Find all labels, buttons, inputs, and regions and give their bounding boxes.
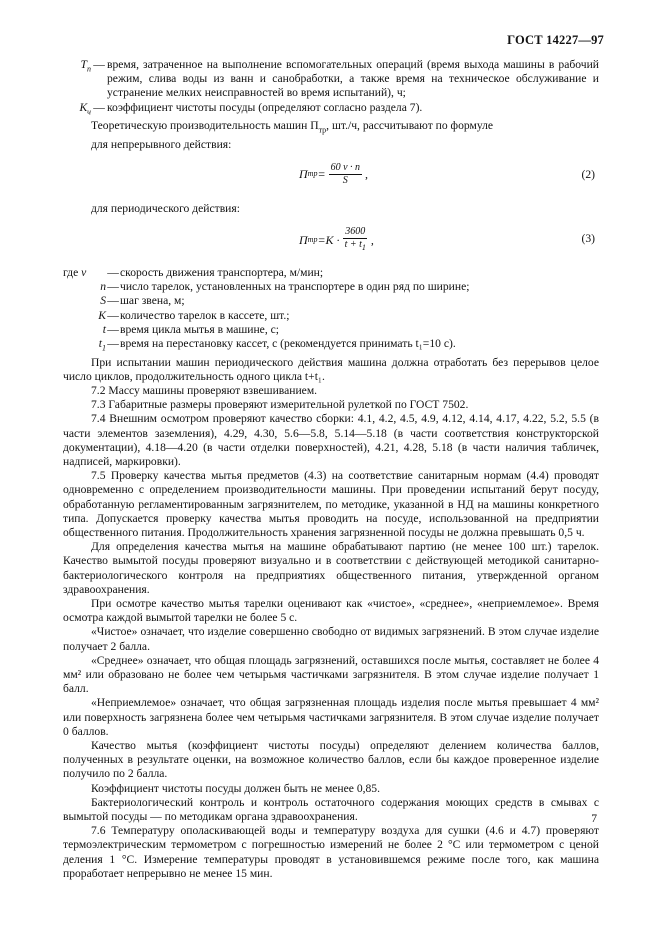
fraction: $\frac{60 v \cdot n}{S}$ [330, 161, 361, 186]
paragraph: Для определения качества мытья на машине обрабатывают партию (не менее 100 шт.) тарелок. Качество вымытой посуды проверяют визуально и в соответствии с действующей методикой санитарно-бактериологического контроля на предприятиях общественного питания, утвержденной органом здравоохранения. [63, 540, 599, 596]
formula-number: (3) [581, 232, 595, 246]
paragraph: Коэффициент чистоты посуды должен быть не менее 0,85. [91, 781, 381, 795]
definition-symbol: K [79, 100, 88, 114]
formula-3: П тр =K · $\frac{3600}{t + t_1}$ , (3) [299, 226, 595, 253]
paragraph: «Среднее» означает, что общая площадь загрязнений, оставшихся после мытья, составляет не более 4 мм² или образовано не более чем четырьмя частичками загрязнителя. В этом случае изделие получает 1 балл. [63, 653, 599, 696]
formula-2: П тр = $\frac{60 v \cdot n}{S}$ , (2) [299, 161, 595, 186]
paragraph: 7.5 Проверку качества мытья предметов (4.3) на соответствие санитарным нормам (4.4) проводят одновременно с определением производительности машины. При проведении испытаний берут посуду, обработанную регламентированным загрязнителем, по методике, указанной в НД на машины конкретного типа. Допускается проверку качества мытья проводить на посуде, использованной на предприятии общественного питания. Продолжительность хранения загрязненной посуды не должна превышать 0,5 ч. [63, 469, 599, 540]
paragraph: 7.3 Габаритные размеры проверяют измерительной рулеткой по ГОСТ 7502. [91, 398, 469, 412]
definition-text: время, затраченное на выполнение вспомогательных операций (время выхода машины в рабочий режим, слива воды из ванн и санобработки, а также время на техническое обслуживание и устранение мелких неисправностей во время испытаний), ч; [107, 58, 599, 100]
where-row: t — время цикла мытья в машине, с; [102, 322, 279, 336]
paragraph: При испытании машин периодического действия машина должна отработать без перерывов целое число циклов, продолжительность одного цикла t+t₁. [63, 355, 599, 383]
where-row: S — шаг звена, м; [100, 294, 185, 308]
where-row: где v — скорость движения транспортера, м/мин; [63, 266, 324, 280]
paragraph: 7.6 Температуру ополаскивающей воды и температуру воздуха для сушки (4.6 и 4.7) проверяют термоэлектрическим термометром с погрешностью измерений не более 2 °С или термометром с ценой деления 1 °С. Измерение температуры проводят в установившемся режиме после того, как машина проработает непрерывно не менее 15 мин. [63, 824, 599, 880]
continuous-label: для непрерывного действия: [91, 137, 232, 151]
where-row: n — число тарелок, установленных на транспортере в один ряд по ширине; [100, 280, 470, 294]
page-number: 7 [591, 812, 597, 825]
standard-code-header: ГОСТ 14227—97 [507, 33, 604, 47]
definition-symbol-sub: ч [87, 106, 91, 116]
paragraph: «Чистое» означает, что изделие совершенно свободно от видимых загрязнений. В этом случае изделие получает 2 балла. [63, 625, 599, 653]
where-row: $t_1$ — время на перестановку кассет, с (рекомендуется принимать t₁=10 с). [98, 337, 456, 353]
where-row: K — количество тарелок в кассете, шт.; [98, 308, 290, 322]
paragraph: При осмотре качество мытья тарелки оценивают как «чистое», «среднее», «неприемлемое». Время осмотра каждой вымытой тарелки не более 5 с. [63, 597, 599, 625]
fraction: $\frac{3600}{t + t_1}$ [344, 226, 366, 253]
page-body [63, 58, 599, 881]
paragraph: Бактериологический контроль и контроль остаточного содержания моющих средств в смывах с вымытой посуды — по методикам органа здравоохранения. [63, 795, 599, 824]
definition-row: $K_ч$ — коэффициент чистоты посуды (определяют согласно раздела 7). [63, 101, 599, 120]
definition-row: $T_п$ — время, затраченное на выполнение вспомогательных операций (время выхода машины в рабочий режим, слива воды из ванн и санобработки, а также время на техническое обслуживание и устранение мелких неисправностей во время испытаний), ч; [80, 58, 599, 100]
intro-paragraph: Теоретическую производительность машин $П_{тр}$, шт./ч, рассчитывают по формуле [91, 119, 494, 135]
periodic-label: для периодического действия: [91, 201, 240, 215]
paragraph: 7.2 Массу машины проверяют взвешиванием. [91, 383, 318, 397]
paragraph: Качество мытья (коэффициент чистоты посуды) определяют делением количества баллов, полученных в результате оценки, на возможное количество баллов, если бы каждое проверенное изделие получило по 2 балла. [63, 739, 599, 781]
definition-symbol-sub: п [87, 64, 91, 74]
formula-number: (2) [581, 167, 595, 181]
definition-text: коэффициент чистоты посуды (определяют согласно раздела 7). [107, 100, 423, 114]
paragraph: «Неприемлемое» означает, что общая загрязненная площадь изделия после мытья превышает 4 мм² или поверхность загрязнена более чем четырьмя частичками загрязнителя. В этом случае изделие получает 0 баллов. [63, 696, 599, 738]
paragraph: 7.4 Внешним осмотром проверяют качество сборки: 4.1, 4.2, 4.5, 4.9, 4.12, 4.14, 4.17, 4.22, 5.2, 5.5 (в части элементов заземления), 4.29, 4.30, 5.6—5.8, 5.14—5.18 (в части соответствия конструкторской документации), 4.18—4.20 (в части отделки поверхностей), 4.21, 4.28, 5.18 (в части наличия табличек, надписей, маркировки). [63, 412, 599, 468]
definition-symbol: T [80, 58, 87, 71]
